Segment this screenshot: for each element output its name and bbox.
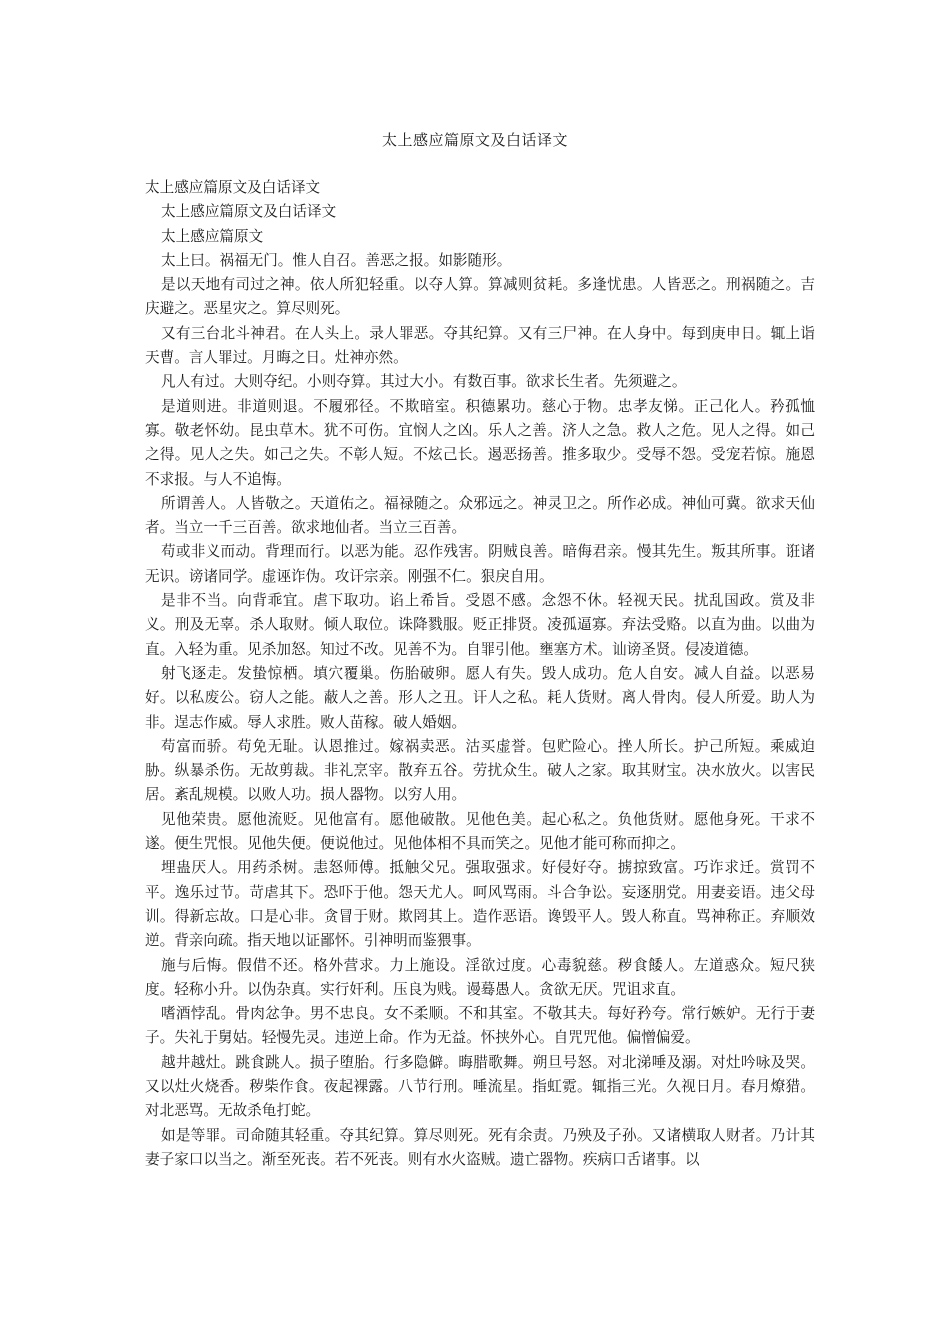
paragraph: 所谓善人。人皆敬之。天道佑之。福禄随之。众邪远之。神灵卫之。所作必成。神仙可冀。欲求天仙者。当立一千三百善。欲求地仙者。当立三百善。 bbox=[145, 494, 815, 537]
paragraph: 是非不当。向背乖宜。虐下取功。谄上希旨。受恩不感。念怨不休。轻视天民。扰乱国政。赏及非义。刑及无辜。杀人取财。倾人取位。诛降戮服。贬正排贤。凌孤逼寡。弃法受赂。以直为曲。以曲为直。入轻为重。见杀加怒。知过不改。见善不为。自罪引他。壅塞方术。讪谤圣贤。侵凌道德。 bbox=[145, 592, 815, 658]
paragraph: 苟或非义而动。背理而行。以恶为能。忍作残害。阴贼良善。暗侮君亲。慢其先生。叛其所事。诳诸无识。谤诸同学。虚诬诈伪。攻讦宗亲。刚强不仁。狠戾自用。 bbox=[145, 543, 815, 585]
paragraph: 见他荣贵。愿他流贬。见他富有。愿他破散。见他色美。起心私之。负他货财。愿他身死。干求不遂。便生咒恨。见他失便。便说他过。见他体相不具而笑之。见他才能可称而抑之。 bbox=[145, 810, 815, 853]
paragraph: 是以天地有司过之神。依人所犯轻重。以夺人算。算减则贫耗。多逢忧患。人皆恶之。刑祸随之。吉庆避之。恶星灾之。算尽则死。 bbox=[145, 276, 815, 318]
paragraph: 太上曰。祸福无门。惟人自召。善恶之报。如影随形。 bbox=[161, 251, 512, 269]
paragraph: 是道则进。非道则退。不履邪径。不欺暗室。积德累功。慈心于物。忠孝友悌。正己化人。矜孤恤寡。敬老怀幼。昆虫草木。犹不可伤。宜悯人之凶。乐人之善。济人之急。救人之危。见人之得。如己之得。见人之失。如己之失。不彰人短。不炫己长。遏恶扬善。推多取少。受辱不怨。受宠若惊。施恩不求报。与人不追悔。 bbox=[145, 397, 815, 488]
paragraph: 越井越灶。跳食跳人。损子堕胎。行多隐僻。晦腊歌舞。朔旦号怒。对北涕唾及溺。对灶吟咏及哭。又以灶火烧香。秽柴作食。夜起裸露。八节行刑。唾流星。指虹霓。辄指三光。久视日月。春月燎猎。对北恶骂。无故杀龟打蛇。 bbox=[145, 1053, 815, 1120]
document-title: 太上感应篇原文及白话译文 bbox=[381, 131, 568, 149]
paragraph: 埋蛊厌人。用药杀树。恚怒师傅。抵触父兄。强取强求。好侵好夺。掳掠致富。巧诈求迁。赏罚不平。逸乐过节。苛虐其下。恐吓于他。怨天尤人。呵风骂雨。斗合争讼。妄逐朋党。用妻妾语。违父母训。得新忘故。口是心非。贪冒于财。欺罔其上。造作恶语。谗毁平人。毁人称直。骂神称正。弃顺效逆。背亲向疏。指天地以证鄙怀。引神明而鉴猥事。 bbox=[145, 859, 815, 950]
section-heading: 太上感应篇原文 bbox=[161, 227, 264, 245]
paragraph: 射飞逐走。发蛰惊栖。填穴覆巢。伤胎破卵。愿人有失。毁人成功。危人自安。减人自益。以恶易好。以私废公。窃人之能。蔽人之善。形人之丑。讦人之私。耗人货财。离人骨肉。侵人所爱。助人为非。逞志作威。辱人求胜。败人苗稼。破人婚姻。 bbox=[145, 664, 815, 731]
document-body bbox=[145, 176, 815, 1172]
paragraph: 嗜酒悖乱。骨肉忿争。男不忠良。女不柔顺。不和其室。不敬其夫。每好矜夸。常行嫉妒。无行于妻子。失礼于舅姑。轻慢先灵。违逆上命。作为无益。怀挟外心。自咒咒他。偏憎偏爱。 bbox=[145, 1005, 815, 1047]
heading-line: 太上感应篇原文及白话译文 bbox=[145, 179, 321, 196]
paragraph: 苟富而骄。苟免无耻。认恩推过。嫁祸卖恶。沽买虚誉。包贮险心。挫人所长。护己所短。乘威迫胁。纵暴杀伤。无故剪裁。非礼烹宰。散弃五谷。劳扰众生。破人之家。取其财宝。决水放火。以害民居。紊乱规模。以败人功。损人器物。以穷人用。 bbox=[145, 737, 815, 804]
paragraph: 凡人有过。大则夺纪。小则夺算。其过大小。有数百事。欲求长生者。先须避之。 bbox=[161, 373, 687, 391]
paragraph: 如是等罪。司命随其轻重。夺其纪算。算尽则死。死有余责。乃殃及子孙。又诸横取人财者。乃计其妻子家口以当之。渐至死丧。若不死丧。则有水火盗贼。遗亡器物。疾病口舌诸事。以 bbox=[145, 1126, 815, 1168]
paragraph: 又有三台北斗神君。在人头上。录人罪恶。夺其纪算。又有三尸神。在人身中。每到庚申日。辄上诣天曹。言人罪过。月晦之日。灶神亦然。 bbox=[145, 324, 815, 367]
heading-line: 太上感应篇原文及白话译文 bbox=[161, 203, 337, 221]
paragraph: 施与后悔。假借不还。格外营求。力上施设。淫欲过度。心毒貌慈。秽食餧人。左道惑众。短尺狭度。轻称小升。以伪杂真。实行奸利。压良为贱。谩蓦愚人。贪欲无厌。咒诅求直。 bbox=[145, 956, 815, 998]
